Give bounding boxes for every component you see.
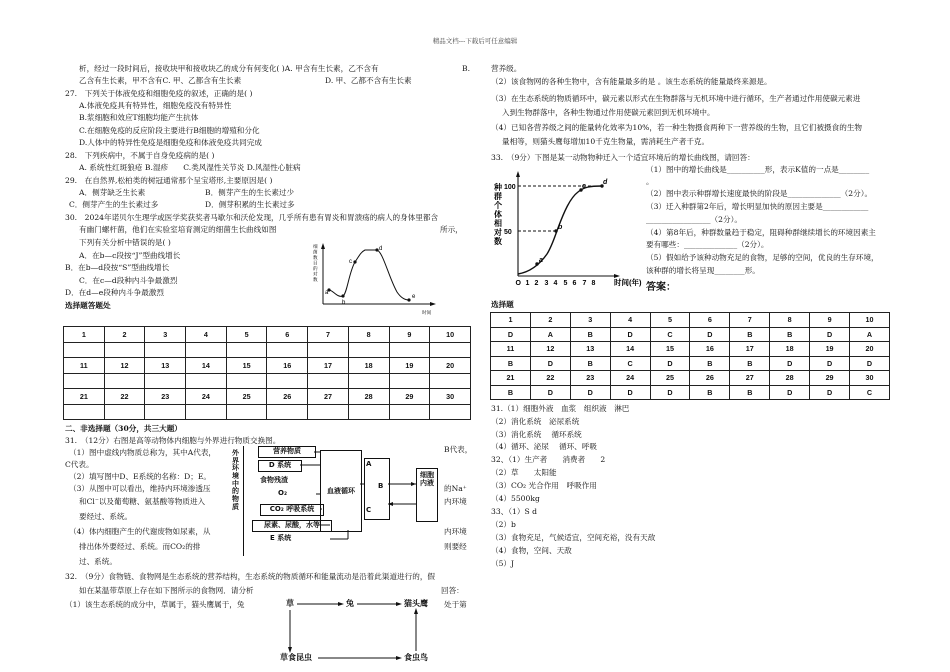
answer-key-cell: D [810, 385, 850, 400]
answer-key-cell: B [491, 356, 531, 371]
answer-sheet-row [64, 342, 471, 358]
q31-line4: （2）填写图中D、E系统的名称：D；E。 [69, 472, 211, 481]
q32-line3: （1）该生态系统的成分中，草属于，猫头鹰属于，兔 [65, 600, 245, 609]
answer-sheet-cell [389, 373, 430, 389]
answer-32-4: （4）5500kg [491, 494, 540, 503]
answer-key-cell: 11 [491, 342, 531, 357]
answer-key-cell: D [650, 385, 690, 400]
answer-key-cell: 10 [850, 313, 890, 328]
answer-sheet-cell [389, 404, 430, 420]
q28-stem: 28. 下列疾病中，不属于自身免疫病的是( ) [65, 151, 215, 160]
q33-stem: 33. （9分）下图是某一动物物种迁入一个适宜环境后的增长曲线图，请回答： [491, 153, 755, 162]
answer-key-cell: 7 [730, 313, 770, 328]
q29-stem: 29. 在自然界,松柏类的树冠通常那个呈宝塔形,主要原因是( ) [65, 176, 273, 185]
answer-33-1: 33、（1）S d [491, 507, 537, 516]
pop-xtick: O [515, 280, 521, 287]
q26-option-d: D. 甲、乙都不含有生长素 [325, 76, 412, 85]
bacteria-chart-ylabel: 细菌数目的对数 [313, 244, 318, 282]
answer-key-cell: D [690, 327, 730, 342]
answer-31-3: （3）消化系统 循环系统 [491, 430, 582, 439]
answer-sheet-cell: 21 [64, 389, 105, 405]
q31-line6: 和Cl⁻以及葡萄糖、氨基酸等物质进入 [79, 497, 206, 506]
answer-key-cell: D [770, 385, 810, 400]
q33-part1: （1）图中的增长曲线是__________形，表示K值的一点是________ [646, 165, 870, 174]
q32-line2-right: 回答： [441, 586, 464, 595]
q33-part4: （4）第8年后，种群数量趋于稳定，阻碍种群继续增长的环境因素主 [646, 228, 876, 237]
q28-options: A. 系统性红斑狼疮 B.湿疹 C.类风湿性关节炎 D.风湿性心脏病 [79, 163, 301, 172]
answer-sheet-cell [64, 342, 105, 358]
q30-option-d: D．在d—e段种内斗争最激烈 [65, 288, 164, 297]
answer-32-3: （3）CO₂ 光合作用 呼吸作用 [491, 481, 597, 490]
intracellular-fluid-box: 细胞内液 [416, 468, 438, 522]
q31-line6-right: 内环境 [444, 497, 467, 506]
pop-xtick: 5 [563, 280, 568, 287]
exchange-arrows [230, 444, 440, 562]
q31-line8-right: 内环境 [444, 527, 467, 536]
answer-sheet-row [64, 389, 471, 405]
answer-sheet-cell: 22 [104, 389, 145, 405]
answer-sheet-cell: 10 [430, 327, 471, 343]
answer-key-cell: 3 [570, 313, 610, 328]
answer-sheet-cell [226, 373, 267, 389]
answer-sheet-cell [64, 373, 105, 389]
answer-key-cell: D [770, 356, 810, 371]
point-e-label: e [412, 294, 416, 300]
answer-key-cell: 29 [810, 371, 850, 386]
answer-sheet-cell [430, 404, 471, 420]
answer-sheet-cell: 4 [186, 327, 227, 343]
q30-line1: 30. 2024年诺贝尔生理学或医学奖获奖者马歇尔和沃伦发现，几乎所有患有胃炎和胃溃疡的病人的身体里都含 [65, 213, 439, 222]
pop-xtick: 8 [591, 280, 596, 287]
q33-part5: （5）假如给予该种动物充足的食物，足够的空间，优良的生存环境， [646, 253, 879, 262]
answer-key-cell: D [850, 356, 890, 371]
q27-stem: 27. 下列关于体液免疫和细胞免疫的叙述，正确的是( ) [65, 89, 253, 98]
e-system-label: E 系统 [270, 534, 292, 542]
answer-sheet-row [64, 404, 471, 420]
answer-key-cell: 23 [570, 371, 610, 386]
q29-option-c: C．侧芽产生的生长素过多 [69, 200, 159, 209]
pop-ytick: 100 [504, 184, 516, 191]
answer-sheet-cell: 26 [267, 389, 308, 405]
answer-31-1: 31.（1）细胞外液 血浆 组织液 淋巴 [491, 404, 630, 413]
answer-key-row [491, 327, 890, 342]
answer-key-cell: B [690, 385, 730, 400]
answer-sheet-cell [308, 404, 349, 420]
answer-sheet-cell [308, 373, 349, 389]
o2-label: O₂ [278, 489, 288, 497]
answer-sheet-cell: 1 [64, 327, 105, 343]
answer-key-cell: D [530, 356, 570, 371]
c-label: C [366, 506, 372, 514]
q32-line3-right: 处于第 [444, 600, 467, 609]
q31-line3: C代表。 [65, 460, 94, 469]
choice-answers-heading: 选择题 [491, 300, 514, 309]
food-web-grass: 草 [286, 599, 294, 608]
answer-sheet-cell: 30 [430, 389, 471, 405]
answer-key-cell: D [570, 385, 610, 400]
answer-key-cell: B [570, 327, 610, 342]
q31-line5-right: 的Na⁺ [444, 484, 467, 493]
answer-sheet-cell [226, 342, 267, 358]
answers-title: 答案： [646, 282, 676, 293]
point-c-label: c [349, 259, 352, 265]
q32-part3-line1: （3）在生态系统的物质循环中，碳元素以形式在生物群落与无机环境中进行循环，生产者通过作用使碳元素进 [491, 94, 861, 103]
answer-sheet-cell: 20 [430, 358, 471, 374]
pop-xtick: 7 [582, 280, 587, 287]
blood-circulation-box: 血液循环 [320, 450, 362, 532]
answer-key-cell: A [530, 327, 570, 342]
answer-key-cell: 14 [610, 342, 650, 357]
answer-key-cell: 16 [690, 342, 730, 357]
answer-key-cell: 24 [610, 371, 650, 386]
bacteria-chart-xlabel: 时间 [422, 310, 432, 315]
answer-key-cell: A [850, 327, 890, 342]
answer-key-cell: 8 [770, 313, 810, 328]
answer-key-cell: 26 [690, 371, 730, 386]
co2-respiration-box: CO₂ 呼吸系统 [260, 504, 324, 516]
answer-sheet-cell [389, 342, 430, 358]
answer-sheet-cell [186, 404, 227, 420]
q31-line5: （3）从图中可以看出，维持内环境渗透压 [69, 484, 211, 493]
answer-sheet-row [64, 358, 471, 374]
answer-33-2: （2）b [491, 520, 516, 529]
answer-33-4: （4）食物，空间、天敌 [491, 546, 572, 555]
answer-key-cell: D [810, 356, 850, 371]
answer-key-table [490, 312, 890, 400]
point-a-label: a [325, 290, 329, 296]
outside-environment-label: 外界环境中的物质 [232, 449, 239, 511]
food-residue-label: 食物残渣 [260, 476, 288, 484]
answer-sheet-cell [348, 373, 389, 389]
food-web-insect: 草食昆虫 [280, 653, 312, 662]
point-d-label: d [379, 246, 383, 252]
population-chart-ylabel: 种群个体相对数 [494, 183, 502, 246]
q27-option-b: B.浆细胞和效应T细胞均能产生抗体 [79, 113, 199, 122]
answer-sheet-cell: 24 [186, 389, 227, 405]
answer-key-cell: D [491, 327, 531, 342]
answer-sheet-heading: 选择题答题处 [65, 301, 111, 310]
a-label: A [366, 460, 372, 468]
answer-key-cell: B [690, 356, 730, 371]
q33-part4-tail: 要有哪些：______________（2分）。 [646, 240, 769, 249]
food-web-diagram [280, 597, 450, 667]
answer-key-cell: C [610, 356, 650, 371]
answer-sheet-cell [308, 342, 349, 358]
d-system-box: D 系统 [258, 460, 302, 472]
q26-line2: 乙含有生长素，甲不含有C. 甲、乙都含有生长素 [79, 76, 242, 85]
q27-option-c: C.在细胞免疫的反应阶段主要进行B细胞的增殖和分化 [79, 126, 260, 135]
answer-key-cell: D [650, 356, 690, 371]
answer-key-row [491, 313, 890, 328]
answer-key-cell: 5 [650, 313, 690, 328]
answer-33-3: （3）食物充足，气候适宜，空间充裕，没有天敌 [491, 533, 656, 542]
q32-line2: 如在某温带草原上存在如下图所示的食物网．请分析 [79, 586, 254, 595]
q29-option-d: D．侧芽积累的生长素过多 [205, 200, 295, 209]
food-web-arrows [280, 597, 450, 667]
answer-key-row [491, 385, 890, 400]
answer-key-cell: B [730, 385, 770, 400]
q32-part4-line1: （4）已知各营养级之间的能量转化效率为10%，若一种生物摄食两种下一营养级的生物，且它们被摄食的生物 [491, 123, 863, 132]
pop-xtick: 2 [534, 280, 539, 287]
answer-sheet-cell [145, 342, 186, 358]
q32-part3-line2: 入到生物群落中，各种生物通过作用使碳元素回到无机环境中。 [502, 108, 715, 117]
answer-sheet-cell [104, 342, 145, 358]
answer-sheet-cell [64, 404, 105, 420]
q29-option-a: A．侧芽缺乏生长素 [79, 188, 146, 197]
answer-key-cell: 13 [570, 342, 610, 357]
answer-sheet-cell: 11 [64, 358, 105, 374]
answer-sheet-cell: 17 [308, 358, 349, 374]
answer-key-cell: 17 [730, 342, 770, 357]
answer-sheet-cell: 3 [145, 327, 186, 343]
answer-key-cell: 30 [850, 371, 890, 386]
q31-line1-right: B代表， [444, 445, 473, 454]
answer-31-4: （4）循环、泌尿 循环、呼吸 [491, 442, 597, 451]
answer-sheet-cell: 23 [145, 389, 186, 405]
population-chart-xlabel: 时间(年) [614, 278, 642, 287]
answer-key-cell: D [610, 385, 650, 400]
answer-key-cell: 12 [530, 342, 570, 357]
answer-key-cell: 21 [491, 371, 531, 386]
answer-key-row [491, 342, 890, 357]
pop-point-a: a [539, 257, 543, 264]
answer-sheet-cell: 19 [389, 358, 430, 374]
answer-key-cell: 25 [650, 371, 690, 386]
answer-sheet-cell: 15 [226, 358, 267, 374]
q31-line1: 31. （12分）右图是高等动物体内细胞与外界进行物质交换图。 [65, 436, 281, 445]
q33-part2: （2）图中表示种群增长速度最快的阶段是______________（2分）。 [646, 189, 873, 198]
answer-sheet-cell: 7 [308, 327, 349, 343]
answer-sheet-cell [186, 342, 227, 358]
answer-key-cell: 19 [810, 342, 850, 357]
answer-sheet-row [64, 327, 471, 343]
answer-key-cell: C [850, 385, 890, 400]
food-web-rabbit: 兔 [346, 599, 354, 608]
answer-sheet-cell: 16 [267, 358, 308, 374]
answer-sheet-cell: 9 [389, 327, 430, 343]
population-growth-chart [490, 168, 645, 288]
q31-line7: 要经过、系统。 [79, 512, 133, 521]
answer-sheet-cell: 8 [348, 327, 389, 343]
answer-sheet-cell: 5 [226, 327, 267, 343]
q26-line1: 析，经过一段时间后，接收块甲和接收块乙的成分有何变化( )A. 甲含有生长素，乙不含有 [79, 64, 379, 73]
pop-point-d: d [603, 179, 608, 186]
answer-sheet-table [63, 326, 471, 420]
q30-option-b: B．在b—d段按“S”型曲线增长 [65, 263, 170, 272]
answer-key-cell: B [770, 327, 810, 342]
q30-line2-tail: 所示， [440, 225, 463, 234]
q29-option-b: B．侧芽产生的生长素过少 [205, 188, 295, 197]
answer-sheet-cell [104, 404, 145, 420]
q27-option-a: A.体液免疫具有特异性，细胞免疫没有特异性 [79, 101, 232, 110]
answer-key-cell: 28 [770, 371, 810, 386]
answer-sheet-cell: 18 [348, 358, 389, 374]
q31-line8: （4）体内细胞产生的代谢废物如尿素，从 [69, 527, 211, 536]
q32-cont: 营养级。 [491, 64, 522, 73]
pop-xtick: 4 [553, 280, 558, 287]
q32-part2: （2）该食物网的各种生物中，含有能量最多的是 。该生态系统的能量最终来源是。 [491, 77, 772, 86]
answer-key-cell: 20 [850, 342, 890, 357]
food-web-bird: 食虫鸟 [404, 653, 428, 662]
answer-key-cell: 27 [730, 371, 770, 386]
answer-sheet-cell [104, 373, 145, 389]
exchange-diagram [230, 444, 440, 562]
answer-key-cell: D [810, 327, 850, 342]
answer-key-cell: D [610, 327, 650, 342]
answer-sheet-cell: 25 [226, 389, 267, 405]
answer-sheet-cell [348, 342, 389, 358]
answer-key-cell: 15 [650, 342, 690, 357]
answer-key-cell: 4 [610, 313, 650, 328]
answer-key-cell: 18 [770, 342, 810, 357]
urea-box: 尿素、尿酸，水等 [252, 520, 332, 532]
q31-line2: （1）图中虚线内物质总称为，其中A代表， [69, 448, 217, 457]
answer-sheet-row [64, 373, 471, 389]
q31-line9-right: 则要经 [444, 542, 467, 551]
point-b-label: b [342, 300, 346, 306]
answer-key-cell: B [570, 356, 610, 371]
answer-sheet-cell: 27 [308, 389, 349, 405]
answer-key-cell: B [730, 356, 770, 371]
q33-part3-tail: _________________（2分）。 [646, 215, 742, 224]
answer-sheet-cell [267, 373, 308, 389]
pop-ytick: 50 [504, 229, 512, 236]
answer-key-cell: B [491, 385, 531, 400]
answer-sheet-cell [348, 404, 389, 420]
answer-sheet-cell [145, 404, 186, 420]
answer-key-row [491, 371, 890, 386]
pop-point-b: b [558, 224, 563, 231]
bacteria-growth-chart [305, 238, 440, 318]
answer-33-5: （5）J [491, 559, 515, 568]
answer-key-cell: 22 [530, 371, 570, 386]
answer-sheet-cell [267, 342, 308, 358]
answer-key-cell: 2 [530, 313, 570, 328]
answer-key-cell: 6 [690, 313, 730, 328]
q30-option-c: C．在c—d段种内斗争最激烈 [79, 276, 178, 285]
pop-xtick: 6 [572, 280, 577, 287]
page-header: 精品文档---下载后可任意编辑 [432, 37, 518, 45]
answer-sheet-cell [430, 342, 471, 358]
q32-line1: 32. （9分）食物链、食物网是生态系统的营养结构，生态系统的物质循环和能量流动是沿着此渠道进行的，假 [65, 572, 436, 581]
answer-sheet-cell: 13 [145, 358, 186, 374]
answer-sheet-cell [145, 373, 186, 389]
section-2-heading: 二、非选择题（30分，共三大题） [65, 424, 182, 433]
q33-part5-tail: 该种群的增长将呈现________形。 [646, 266, 760, 275]
answer-sheet-cell [267, 404, 308, 420]
answer-sheet-cell: 2 [104, 327, 145, 343]
answer-key-cell: D [530, 385, 570, 400]
food-web-owl: 猫头鹰 [404, 599, 428, 608]
b-label: B [378, 482, 384, 490]
answer-key-row [491, 356, 890, 371]
answer-key-cell: B [730, 327, 770, 342]
answer-key-cell: 1 [491, 313, 531, 328]
q30-option-a: A．在b—c段按“J”型曲线增长 [79, 251, 181, 260]
answer-key-cell: C [650, 327, 690, 342]
answer-32-1: 32、（1）生产者 消费者 2 [491, 455, 606, 464]
answer-sheet-cell [186, 373, 227, 389]
answer-key-cell: 9 [810, 313, 850, 328]
q27-option-d: D.人体中的特异性免疫是细胞免疫和体液免疫共同完成 [79, 138, 262, 147]
answer-sheet-cell: 29 [389, 389, 430, 405]
answer-sheet-cell: 28 [348, 389, 389, 405]
answer-31-2: （2）消化系统 泌尿系统 [491, 417, 580, 426]
q33-part1-tail: 。 [646, 177, 654, 186]
answer-sheet-cell: 14 [186, 358, 227, 374]
q33-part3: （3）迁入种群第2年后，增长明显加快的原因主要是____________ [646, 202, 869, 211]
q30-line2: 有幽门螺杆菌，他们在实验室培育测定的细菌生长曲线如图 [79, 225, 277, 234]
q31-line9: 排出体外要经过、系统。而CO₂的排 [79, 542, 201, 551]
q26-option-b-label: B. [462, 64, 470, 73]
pop-xtick: 3 [544, 280, 549, 287]
answer-sheet-cell: 6 [267, 327, 308, 343]
pop-point-c: c [582, 183, 586, 190]
pop-xtick: 1 [525, 280, 530, 287]
q31-line10: 过、系统。 [79, 557, 117, 566]
nutrients-box: 营养物质 [258, 446, 316, 458]
answer-sheet-cell [226, 404, 267, 420]
answer-32-2: （2）草 太阳能 [491, 468, 557, 477]
answer-sheet-cell [430, 373, 471, 389]
q32-part4-line2: 量相等，则猫头鹰每增加10千克生物量，需消耗生产者千克。 [502, 137, 710, 146]
answer-sheet-cell: 12 [104, 358, 145, 374]
q30-line3: 下列有关分析中错误的是( ) [79, 238, 171, 247]
